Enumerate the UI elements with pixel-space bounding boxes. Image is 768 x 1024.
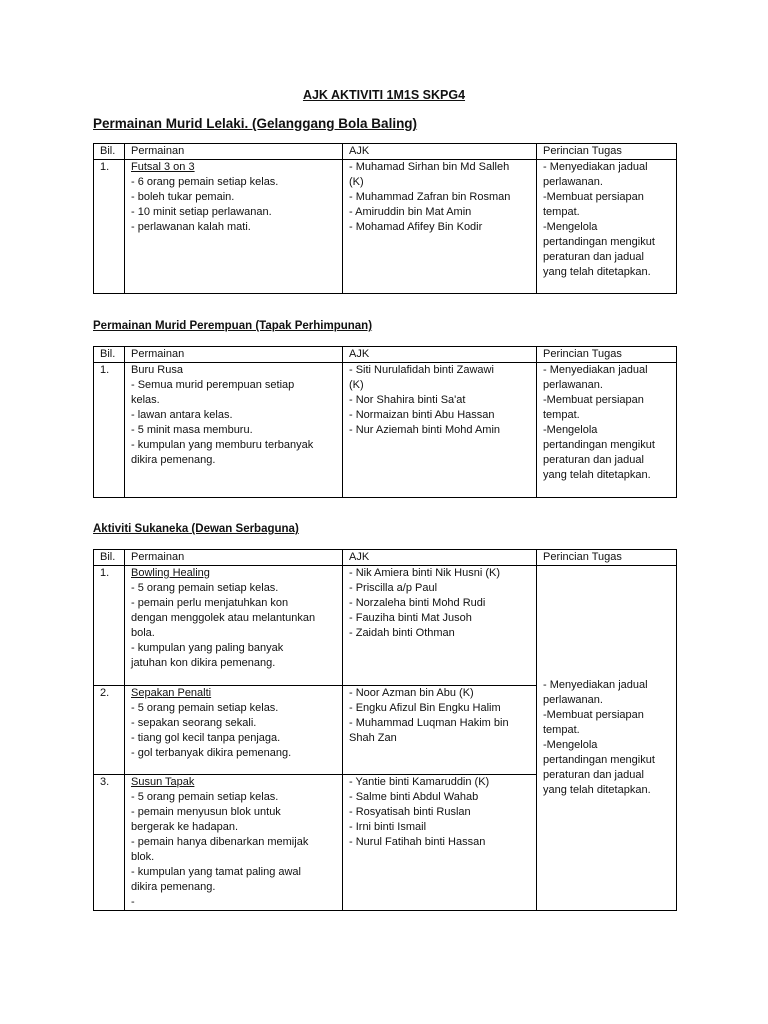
table-sukaneka [93, 549, 677, 911]
tugas-line: peraturan dan jadual [543, 454, 644, 466]
game-line: blok. [131, 851, 155, 863]
ajk-line: - Amiruddin bin Mat Amin [349, 206, 472, 218]
game-line: kelas. [131, 394, 160, 406]
ajk-line: - Normaizan binti Abu Hassan [349, 409, 495, 421]
row-permainan [125, 363, 343, 498]
game-title: Sepakan Penalti [131, 687, 212, 699]
header-permainan: Permainan [125, 144, 343, 160]
game-line: - lawan antara kelas. [131, 409, 233, 421]
tugas-line: -Mengelola [543, 424, 598, 436]
ajk-line: - Nurul Fatihah binti Hassan [349, 836, 486, 848]
game-line: - pemain menyusun blok untuk [131, 806, 281, 818]
row-ajk [343, 775, 537, 911]
game-line: - kumpulan yang tamat paling awal [131, 866, 301, 878]
tugas-line: yang telah ditetapkan. [543, 784, 651, 796]
game-line: - boleh tukar pemain. [131, 191, 235, 203]
header-permainan: Permainan [125, 347, 343, 363]
header-ajk: AJK [343, 347, 537, 363]
header-bil: Bil. [94, 144, 125, 160]
row-perincian-shared [537, 566, 677, 911]
tugas-line: yang telah ditetapkan. [543, 469, 651, 481]
row-perincian [537, 160, 677, 294]
row-perincian [537, 363, 677, 498]
game-line: - 5 orang pemain setiap kelas. [131, 702, 279, 714]
ajk-line: - Noor Azman bin Abu (K) [349, 687, 474, 699]
game-line: - 6 orang pemain setiap kelas. [131, 176, 279, 188]
tugas-line: - Menyediakan jadual [543, 161, 648, 173]
ajk-line: - Nur Aziemah binti Mohd Amin [349, 424, 501, 436]
header-perincian: Perincian Tugas [537, 144, 677, 160]
game-line: jatuhan kon dikira pemenang. [131, 657, 276, 669]
ajk-line: - Norzaleha binti Mohd Rudi [349, 597, 486, 609]
game-line: - 5 orang pemain setiap kelas. [131, 791, 279, 803]
game-line: bola. [131, 627, 155, 639]
tugas-line: - Menyediakan jadual [543, 364, 648, 376]
table-header-row [94, 550, 677, 566]
game-line: - 5 minit masa memburu. [131, 424, 253, 436]
game-line: - kumpulan yang memburu terbanyak [131, 439, 314, 451]
row-ajk [343, 566, 537, 686]
row-ajk [343, 160, 537, 294]
row-permainan [125, 566, 343, 686]
game-line: dikira pemenang. [131, 881, 216, 893]
row-bil: 3. [94, 775, 125, 911]
tugas-line: peraturan dan jadual [543, 251, 644, 263]
row-permainan [125, 686, 343, 775]
ajk-line: - Siti Nurulafidah binti Zawawi [349, 364, 494, 376]
ajk-line: - Muhammad Luqman Hakim bin [349, 717, 509, 729]
table-header-row [94, 347, 677, 363]
row-permainan [125, 160, 343, 294]
game-line: - perlawanan kalah mati. [131, 221, 251, 233]
row-permainan [125, 775, 343, 911]
game-line: - pemain perlu menjatuhkan kon [131, 597, 289, 609]
ajk-line: - Irni binti Ismail [349, 821, 427, 833]
header-ajk: AJK [343, 550, 537, 566]
document-title: AJK AKTIVITI 1M1S SKPG4 [302, 88, 466, 102]
tugas-line: perlawanan. [543, 176, 603, 188]
ajk-line: - Engku Afizul Bin Engku Halim [349, 702, 501, 714]
header-perincian: Perincian Tugas [537, 347, 677, 363]
table-row [94, 363, 677, 498]
header-permainan: Permainan [125, 550, 343, 566]
table-perempuan [93, 346, 677, 498]
section-heading-perempuan: Permainan Murid Perempuan (Tapak Perhimpunan) [93, 320, 373, 332]
row-ajk [343, 686, 537, 775]
game-line: - gol terbanyak dikira pemenang. [131, 747, 292, 759]
table-row [94, 160, 677, 294]
tugas-line: -Membuat persiapan [543, 394, 644, 406]
tugas-line: tempat. [543, 409, 580, 421]
row-bil: 1. [94, 363, 125, 498]
section-heading-lelaki: Permainan Murid Lelaki. (Gelanggang Bola Baling) [93, 116, 418, 131]
game-title: Futsal 3 on 3 [131, 161, 195, 173]
ajk-line: Shah Zan [349, 732, 397, 744]
game-line: dengan menggolek atau melantunkan [131, 612, 316, 624]
tugas-line: pertandingan mengikut [543, 236, 655, 248]
ajk-line: - Muhamad Sirhan bin Md Salleh [349, 161, 510, 173]
game-line: - [131, 896, 135, 908]
game-line: bergerak ke hadapan. [131, 821, 239, 833]
game-line: - sepakan seorang sekali. [131, 717, 257, 729]
tugas-line: pertandingan mengikut [543, 439, 655, 451]
game-line: - pemain hanya dibenarkan memijak [131, 836, 309, 848]
tugas-line: -Mengelola [543, 739, 598, 751]
tugas-line: - Menyediakan jadual [543, 679, 648, 691]
game-line: - 5 orang pemain setiap kelas. [131, 582, 279, 594]
tugas-line: peraturan dan jadual [543, 769, 644, 781]
game-title: Buru Rusa [131, 364, 183, 376]
game-line: - tiang gol kecil tanpa penjaga. [131, 732, 281, 744]
table-header-row [94, 144, 677, 160]
tugas-line: yang telah ditetapkan. [543, 266, 651, 278]
row-bil: 1. [94, 566, 125, 686]
ajk-line: (K) [349, 176, 364, 188]
row-bil: 1. [94, 160, 125, 294]
ajk-line: - Salme binti Abdul Wahab [349, 791, 479, 803]
section-heading-sukaneka: Aktiviti Sukaneka (Dewan Serbaguna) [93, 523, 299, 535]
game-title: Susun Tapak [131, 776, 195, 788]
header-perincian: Perincian Tugas [537, 550, 677, 566]
ajk-line: - Mohamad Afifey Bin Kodir [349, 221, 483, 233]
tugas-line: pertandingan mengikut [543, 754, 655, 766]
game-line: - 10 minit setiap perlawanan. [131, 206, 272, 218]
ajk-line: - Rosyatisah binti Ruslan [349, 806, 471, 818]
tugas-line: -Mengelola [543, 221, 598, 233]
row-bil: 2. [94, 686, 125, 775]
ajk-line: - Muhammad Zafran bin Rosman [349, 191, 511, 203]
game-line: - kumpulan yang paling banyak [131, 642, 284, 654]
game-line: - Semua murid perempuan setiap [131, 379, 295, 391]
tugas-line: tempat. [543, 206, 580, 218]
row-ajk [343, 363, 537, 498]
header-ajk: AJK [343, 144, 537, 160]
tugas-line: -Membuat persiapan [543, 191, 644, 203]
game-line: dikira pemenang. [131, 454, 216, 466]
tugas-line: perlawanan. [543, 379, 603, 391]
tugas-line: tempat. [543, 724, 580, 736]
ajk-line: - Yantie binti Kamaruddin (K) [349, 776, 490, 788]
header-bil: Bil. [94, 347, 125, 363]
tugas-line: perlawanan. [543, 694, 603, 706]
table-lelaki [93, 143, 677, 294]
ajk-line: - Nor Shahira binti Sa'at [349, 394, 466, 406]
ajk-line: (K) [349, 379, 364, 391]
ajk-line: - Fauziha binti Mat Jusoh [349, 612, 472, 624]
game-title: Bowling Healing [131, 567, 210, 579]
ajk-line: - Zaidah binti Othman [349, 627, 455, 639]
header-bil: Bil. [94, 550, 125, 566]
table-row [94, 566, 677, 686]
tugas-line: -Membuat persiapan [543, 709, 644, 721]
ajk-line: - Priscilla a/p Paul [349, 582, 438, 594]
ajk-line: - Nik Amiera binti Nik Husni (K) [349, 567, 500, 579]
